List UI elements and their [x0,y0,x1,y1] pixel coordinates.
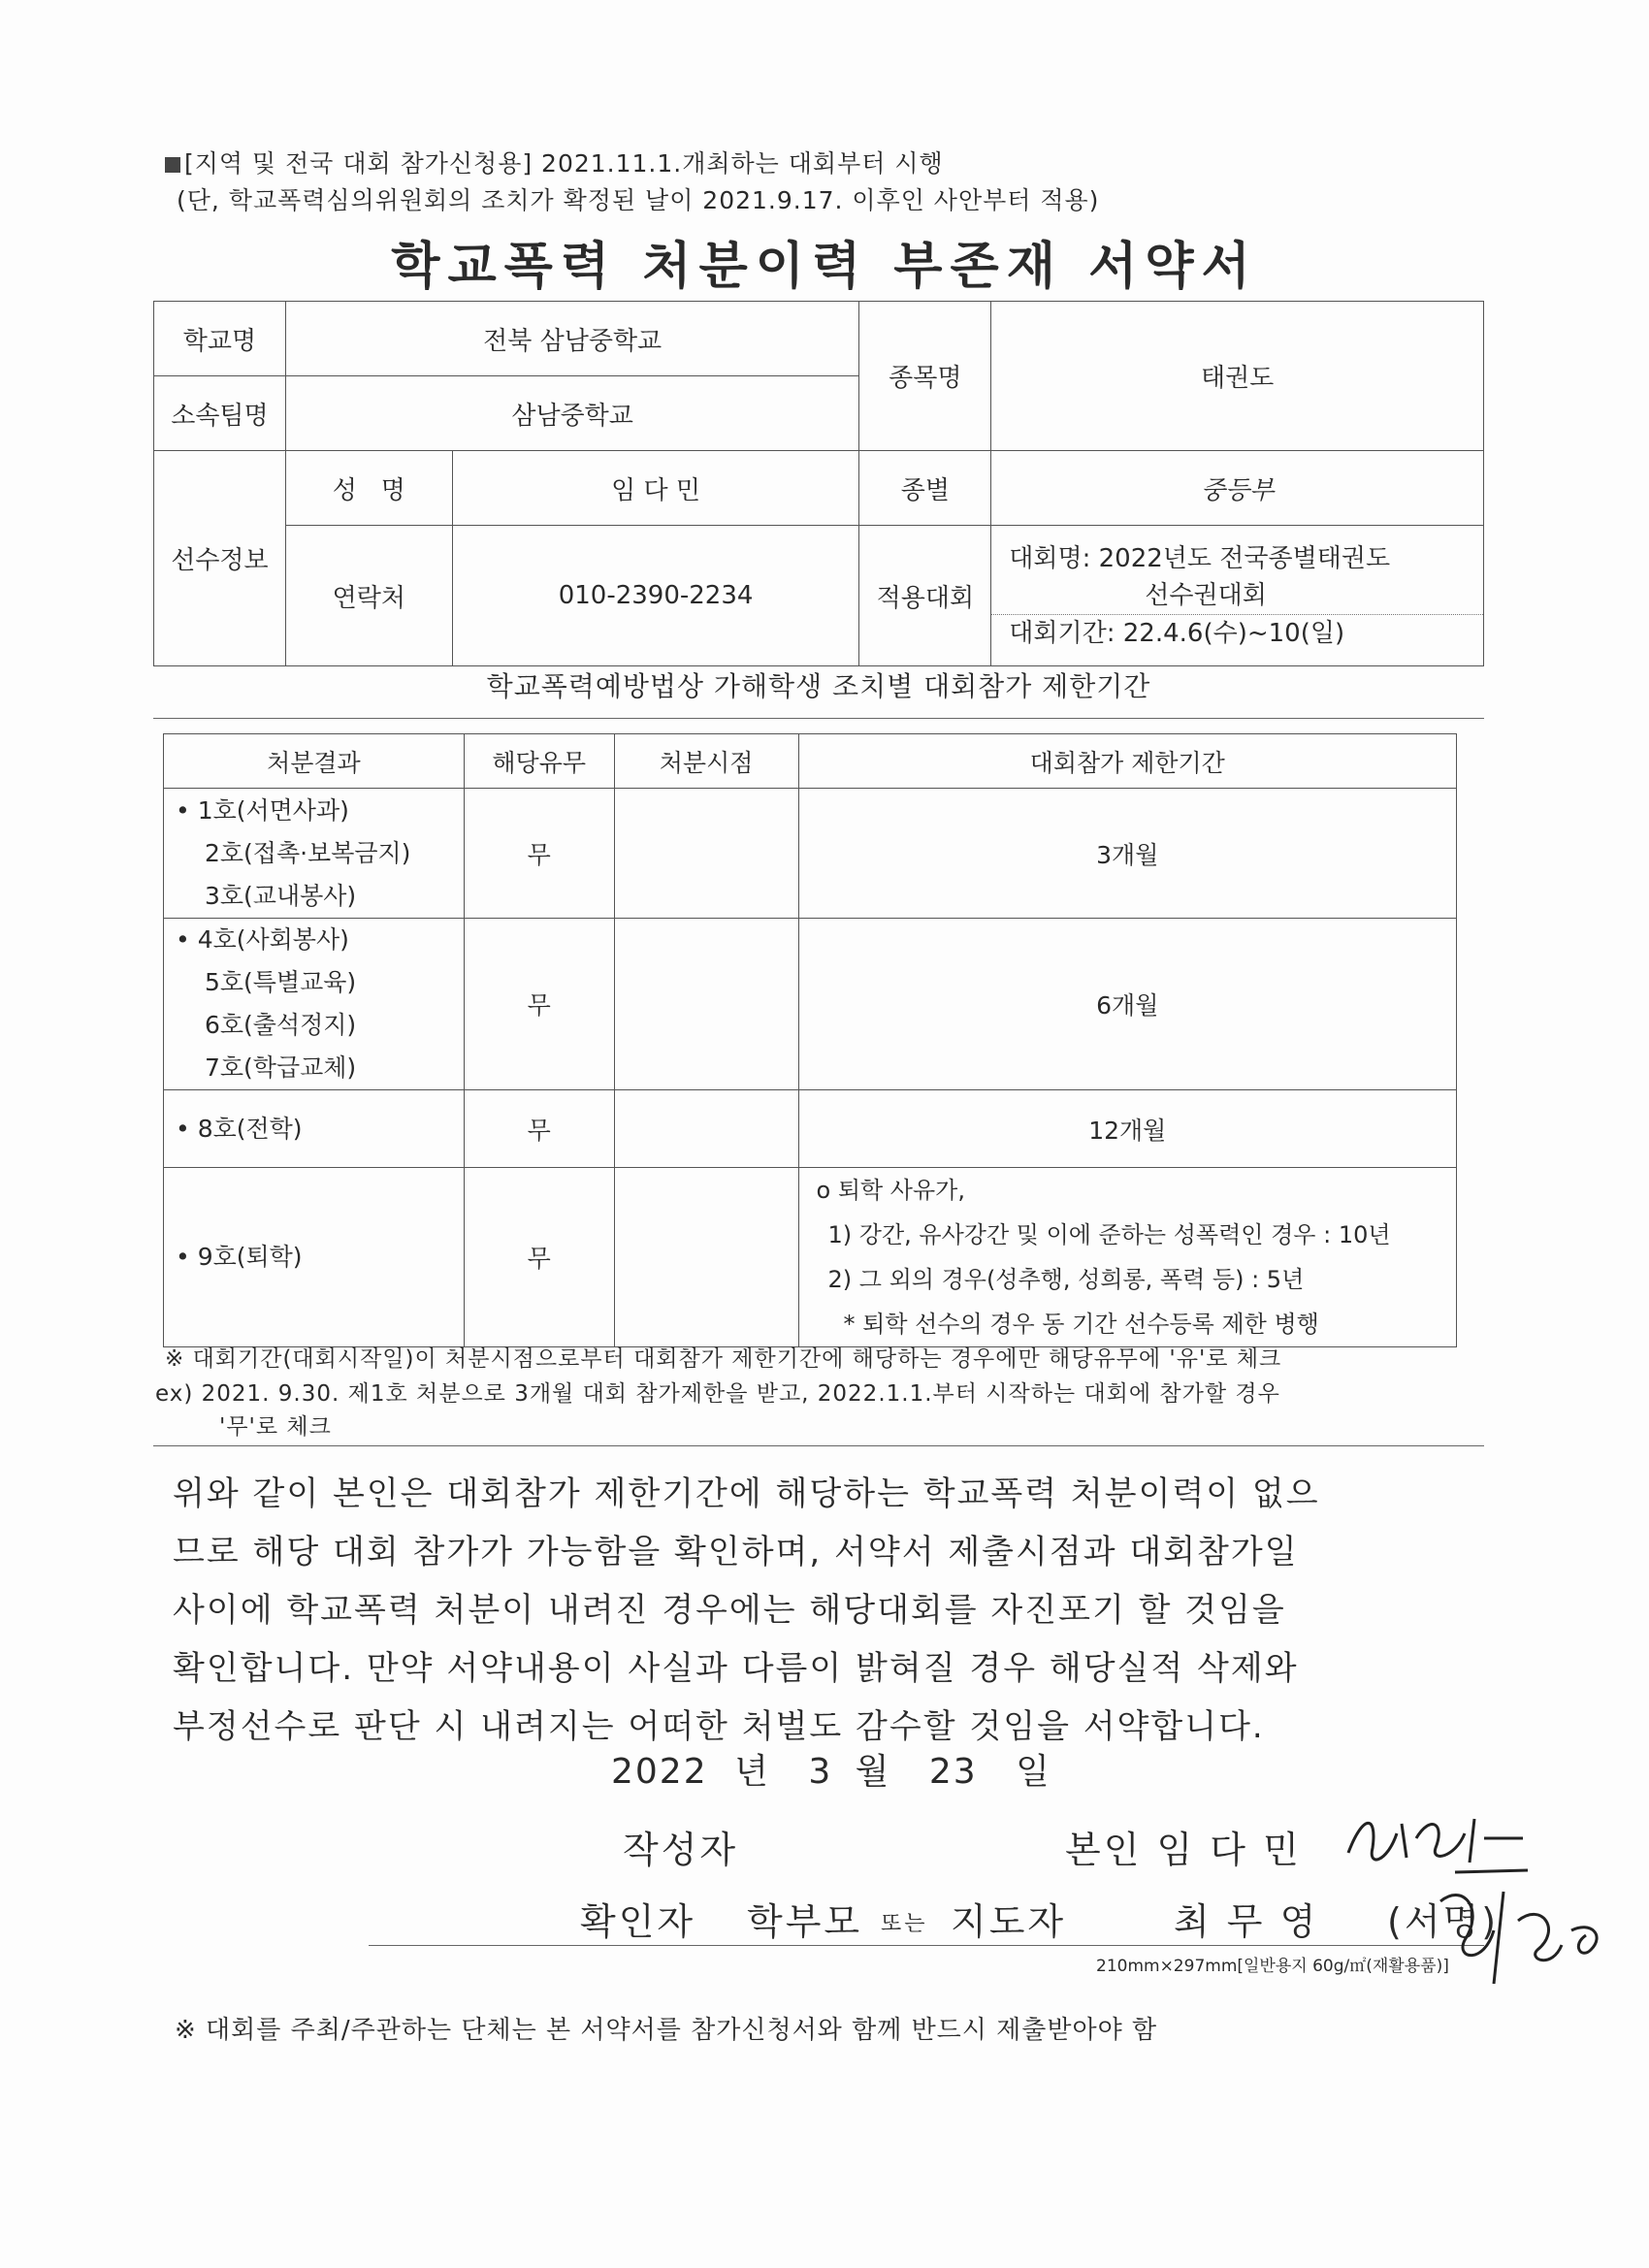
competition-info [991,526,1484,666]
date-year-unit: 년 [734,1752,770,1792]
result-item: • 9호(퇴학) [176,1243,303,1271]
pledge-date [611,1744,1051,1794]
footnote-2: ex) 2021. 9.30. 제1호 처분으로 3개월 대회 참가제한을 받고, 2022.1.1.부터 시작하는 대회에 참가할 경우 [155,1381,1280,1407]
result-item: • 8호(전학) [176,1114,303,1143]
period-line: 1) 강간, 유사강간 및 이에 준하는 성폭력인 경우 : 10년 [827,1221,1391,1248]
result-item: • 4호(사회봉사) [176,925,349,954]
date-month-unit: 월 [855,1752,891,1792]
pledge-line: 므로 해당 대회 참가가 가능함을 확인하며, 서약서 제출시점과 대회참가일 [173,1533,1299,1571]
coach-name: 최 무 영 [1174,1900,1319,1943]
writer-signature [1339,1795,1533,1882]
header-line-1: [지역 및 전국 대회 참가신청용] 2021.11.1.개최하는 대회부터 시행 [184,149,944,178]
sign-mark: (서명) [1387,1900,1500,1943]
period-cell: 6개월 [798,919,1457,1090]
applies-cell: 무 [464,1090,614,1168]
divider [153,718,1484,719]
result-item: • 1호(서면사과) [176,795,349,825]
applies-cell: 무 [464,789,614,919]
footnote-3: '무'로 체크 [219,1414,332,1440]
restriction-table [163,733,1457,1347]
date-month: 3 [808,1752,833,1792]
or-label: 또는 [881,1912,928,1936]
col-header-when: 처분시점 [614,734,798,789]
contact-label: 연락처 [285,526,452,666]
competition-name-line-2: 선수권대회 [1145,580,1267,610]
result-cell [164,1090,465,1168]
player-info-label: 선수정보 [154,451,286,666]
result-item: 6호(출석정지) [205,1011,357,1039]
bottom-note: ※ 대회를 주최/주관하는 단체는 본 서약서를 참가신청서와 함께 반드시 제출받아야 함 [175,2016,1158,2045]
result-cell [164,789,465,919]
col-header-result: 처분결과 [164,734,465,789]
applies-cell: 무 [464,1168,614,1347]
team-label: 소속팀명 [154,376,286,451]
result-item: 3호(교내봉사) [205,881,357,910]
header-line-2: (단, 학교폭력심의위원회의 조치가 확정된 날이 2021.9.17. 이후인 사안부터 적용) [177,186,1100,214]
divider [153,1445,1484,1446]
divider [369,1945,1484,1946]
category-label: 종별 [859,451,991,526]
pledge-line: 위와 같이 본인은 대회참가 제한기간에 해당하는 학교폭력 처분이력이 없으 [173,1474,1320,1513]
document-title: 학교폭력 처분이력 부존재 서약서 [391,238,1258,296]
date-day-unit: 일 [1016,1752,1051,1792]
competition-name-line-1: 대회명: 2022년도 전국종별태권도 [1009,543,1391,573]
applied-competition-label: 적용대회 [859,526,991,666]
when-cell [614,789,798,919]
date-year: 2022 [611,1752,708,1792]
when-cell [614,919,798,1090]
school-value: 전북 삼남중학교 [285,302,859,376]
applies-cell: 무 [464,919,614,1090]
when-cell [614,1090,798,1168]
result-cell [164,919,465,1090]
contact-value: 010-2390-2234 [452,526,859,666]
result-cell [164,1168,465,1347]
result-item: 7호(학급교체) [205,1053,357,1082]
coach-signature [1426,1872,1610,1998]
writer-label: 작성자 [623,1829,739,1871]
pledge-line: 확인합니다. 만약 서약내용이 사실과 다름이 밝혀질 경우 해당실적 삭제와 [173,1649,1299,1688]
table-row [164,789,1457,919]
restriction-subtitle: 학교폭력예방법상 가해학생 조치별 대회참가 제한기간 [486,670,1151,702]
event-label: 종목명 [859,302,991,451]
when-cell [614,1168,798,1347]
col-header-applies: 해당유무 [464,734,614,789]
event-value: 태권도 [991,302,1484,451]
period-line: * 퇴학 선수의 경우 동 기간 선수등록 제한 병행 [843,1311,1319,1338]
result-item: 5호(특별교육) [205,968,357,996]
competition-period: 대회기간: 22.4.6(수)~10(일) [991,614,1483,652]
pledge-line: 사이에 학교폭력 처분이 내려진 경우에는 해당대회를 자진포기 할 것임을 [173,1591,1286,1630]
footnote-1: ※ 대회기간(대회시작일)이 처분시점으로부터 대회참가 제한기간에 해당하는 경우에만 해당유무에 '유'로 체크 [165,1346,1282,1372]
paper-spec-note: 210mm×297mm[일반용지 60g/㎡(재활용품)] [1096,1957,1449,1976]
table-row [164,1168,1457,1347]
period-cell: 3개월 [798,789,1457,919]
name-label: 성 명 [285,451,452,526]
result-item: 2호(접촉·보복금지) [205,838,411,867]
player-info-table [153,301,1484,666]
name-value: 임 다 민 [452,451,859,526]
expulsion-period-cell [798,1168,1457,1347]
period-cell: 12개월 [798,1090,1457,1168]
writer-name: 본인 임 다 민 [1065,1829,1302,1871]
coach-label: 지도자 [951,1900,1067,1943]
table-row [164,919,1457,1090]
period-line: o 퇴학 사유가, [816,1177,965,1204]
pledge-text [173,1465,1472,1756]
confirmer-label: 확인자 [580,1900,696,1943]
header-note [165,146,1099,219]
team-value: 삼남중학교 [285,376,859,451]
date-day: 23 [928,1752,978,1792]
parent-label: 학부모 [747,1900,863,1943]
table-row [164,1090,1457,1168]
square-bullet-icon [165,157,180,173]
col-header-period: 대회참가 제한기간 [798,734,1457,789]
category-value: 중등부 [991,451,1484,526]
pledge-line: 부정선수로 판단 시 내려지는 어떠한 처벌도 감수할 것임을 서약합니다. [173,1707,1265,1746]
school-label: 학교명 [154,302,286,376]
period-line: 2) 그 외의 경우(성추행, 성희롱, 폭력 등) : 5년 [827,1266,1305,1293]
